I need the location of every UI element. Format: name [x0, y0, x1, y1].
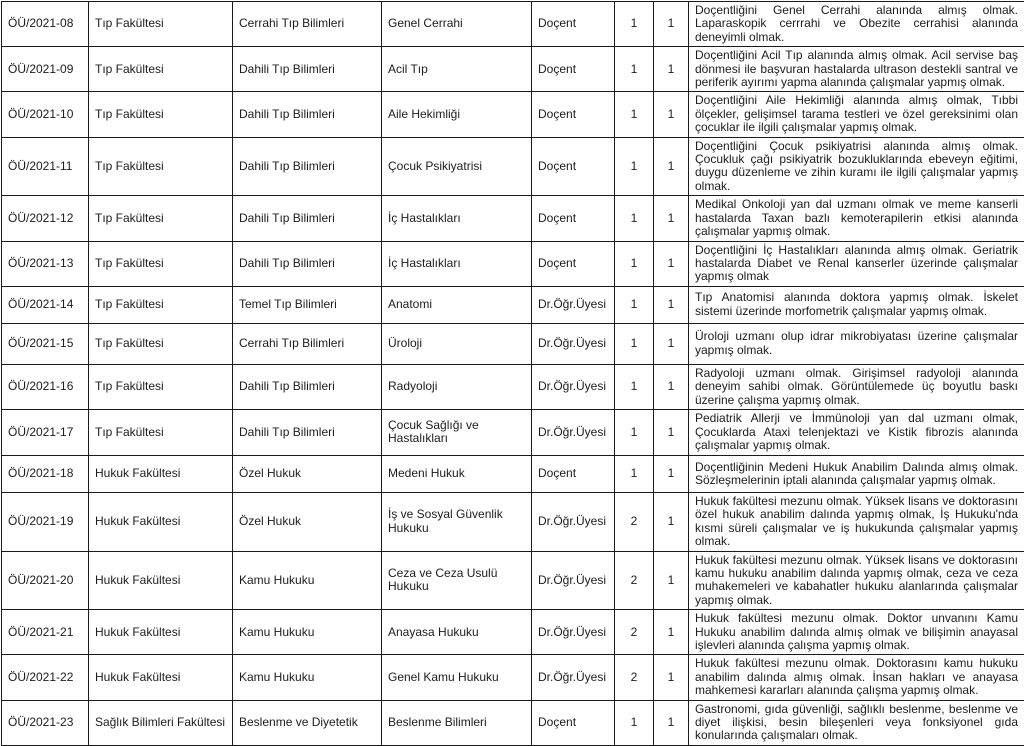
cell-field: Aile Hekimliği: [382, 92, 532, 137]
cell-department: Dahili Tıp Bilimleri: [233, 47, 382, 92]
cell-count-2: 1: [654, 610, 689, 655]
cell-count-2: 1: [654, 196, 689, 241]
table-row: [2, 196, 1024, 241]
cell-count-1: 2: [615, 655, 654, 700]
cell-academic-title: Doçent: [532, 47, 615, 92]
cell-requirements: Üroloji uzmanı olup idrar mikrobiyatası üzerine çalışmalar yapmış olmak.: [689, 323, 1024, 364]
cell-requirements: Radyoloji uzmanı olmak. Girişimsel radyoloji alanında deneyim sahibi olmak. Görüntülemede üç boyutlu baskı üzerine çalışma yapmış olmak.: [689, 364, 1024, 409]
table-row: [2, 610, 1024, 655]
cell-count-2: 1: [654, 551, 689, 610]
cell-count-1: 1: [615, 286, 654, 323]
cell-academic-title: Dr.Öğr.Üyesi: [532, 364, 615, 409]
cell-count-2: 1: [654, 323, 689, 364]
cell-announcement-code: ÖÜ/2021-23: [2, 700, 89, 745]
cell-academic-title: Doçent: [532, 92, 615, 137]
cell-field: Genel Kamu Hukuku: [382, 655, 532, 700]
cell-faculty: Tıp Fakültesi: [89, 2, 233, 47]
cell-faculty: Hukuk Fakültesi: [89, 551, 233, 610]
cell-requirements: Hukuk fakültesi mezunu olmak. Yüksek lisans ve doktorasını kamu hukuku anabilim dalında yapmış olmak, ceza ve ceza muhakemeleri ve kabahatler hukuku alanlarında çalışmalar yapmış olmak.: [689, 551, 1024, 610]
cell-department: Dahili Tıp Bilimleri: [233, 196, 382, 241]
cell-announcement-code: ÖÜ/2021-18: [2, 455, 89, 492]
cell-academic-title: Dr.Öğr.Üyesi: [532, 323, 615, 364]
cell-field: Çocuk Psikiyatrisi: [382, 137, 532, 196]
cell-announcement-code: ÖÜ/2021-16: [2, 364, 89, 409]
cell-announcement-code: ÖÜ/2021-20: [2, 551, 89, 610]
cell-count-1: 1: [615, 409, 654, 455]
cell-requirements: Hukuk fakültesi mezunu olmak. Doktor unvanını Kamu Hukuku anabilim dalında almış olmak ve bilişimin anayasal işlevleri alanında çalışma yapmış olmak.: [689, 610, 1024, 655]
cell-department: Kamu Hukuku: [233, 655, 382, 700]
cell-faculty: Tıp Fakültesi: [89, 241, 233, 286]
table-row: [2, 455, 1024, 492]
cell-faculty: Hukuk Fakültesi: [89, 655, 233, 700]
cell-requirements: Doçentliğini Çocuk psikiyatrisi alanında almış olmak. Çocukluk çağı psikiyatrik bozukluklarında ebeveyn eğitimi, duygu düzenleme ve zihin kuramı ile ilgili çalışmalar yapmış olmak.: [689, 137, 1024, 196]
cell-count-2: 1: [654, 137, 689, 196]
cell-requirements: Doçentliğinin Medeni Hukuk Anabilim Dalında almış olmak. Sözleşmelerinin iptali alanında çalışmalar yapmış olmak.: [689, 455, 1024, 492]
table-row: [2, 286, 1024, 323]
cell-count-1: 1: [615, 196, 654, 241]
cell-department: Dahili Tıp Bilimleri: [233, 92, 382, 137]
cell-academic-title: Dr.Öğr.Üyesi: [532, 551, 615, 610]
cell-faculty: Tıp Fakültesi: [89, 92, 233, 137]
cell-count-2: 1: [654, 364, 689, 409]
cell-count-1: 1: [615, 47, 654, 92]
cell-department: Kamu Hukuku: [233, 551, 382, 610]
cell-department: Cerrahi Tıp Bilimleri: [233, 2, 382, 47]
cell-requirements: Doçentliğini Genel Cerrahi alanında almış olmak. Laparaskopik cerrrahi ve Obezite cerrahisi alanında deneyimli olmak.: [689, 2, 1024, 47]
cell-count-2: 1: [654, 409, 689, 455]
cell-requirements: Hukuk fakültesi mezunu olmak. Doktorasını kamu hukuku anabilim dalında almış olmak. İnsan hakları ve anayasa mahkemesi kararları alanında çalışma yapmış olmak.: [689, 655, 1024, 700]
cell-requirements: Doçentliğini Acil Tıp alanında almış olmak. Acil servise baş dönmesi ile başvuran hastalarda ultrason destekli santral ve periferik ayırımı yapma alanında çalışmalar yapmış olmak.: [689, 47, 1024, 92]
document-page: [0, 1, 1024, 746]
cell-academic-title: Dr.Öğr.Üyesi: [532, 409, 615, 455]
cell-count-1: 2: [615, 492, 654, 551]
cell-field: Beslenme Bilimleri: [382, 700, 532, 745]
cell-department: Kamu Hukuku: [233, 610, 382, 655]
cell-field: İç Hastalıkları: [382, 196, 532, 241]
cell-faculty: Sağlık Bilimleri Fakültesi: [89, 700, 233, 745]
cell-count-1: 2: [615, 610, 654, 655]
cell-academic-title: Doçent: [532, 137, 615, 196]
cell-field: İş ve Sosyal Güvenlik Hukuku: [382, 492, 532, 551]
table-row: [2, 409, 1024, 455]
cell-faculty: Hukuk Fakültesi: [89, 610, 233, 655]
cell-count-2: 1: [654, 2, 689, 47]
cell-announcement-code: ÖÜ/2021-11: [2, 137, 89, 196]
cell-department: Dahili Tıp Bilimleri: [233, 364, 382, 409]
cell-department: Özel Hukuk: [233, 455, 382, 492]
cell-department: Beslenme ve Diyetetik: [233, 700, 382, 745]
cell-announcement-code: ÖÜ/2021-19: [2, 492, 89, 551]
cell-count-2: 1: [654, 492, 689, 551]
cell-requirements: Hukuk fakültesi mezunu olmak. Yüksek lisans ve doktorasını özel hukuk anabilim dalında yapmış olmak, İş Hukuku'nda kısmi süreli çalışmalar ve iş hukukunda çalışmalar yapmış olmak.: [689, 492, 1024, 551]
table-row: [2, 655, 1024, 700]
cell-field: Anayasa Hukuku: [382, 610, 532, 655]
cell-academic-title: Doçent: [532, 196, 615, 241]
cell-department: Özel Hukuk: [233, 492, 382, 551]
cell-academic-title: Doçent: [532, 241, 615, 286]
table-row: [2, 323, 1024, 364]
cell-count-1: 1: [615, 2, 654, 47]
cell-requirements: Tıp Anatomisi alanında doktora yapmış olmak. İskelet sistemi üzerinde morfometrik çalışmalar yapmış olmak.: [689, 286, 1024, 323]
cell-announcement-code: ÖÜ/2021-10: [2, 92, 89, 137]
cell-count-1: 1: [615, 92, 654, 137]
cell-faculty: Hukuk Fakültesi: [89, 455, 233, 492]
academic-positions-table: [1, 1, 1024, 746]
table-row: [2, 2, 1024, 47]
cell-field: Üroloji: [382, 323, 532, 364]
cell-field: Radyoloji: [382, 364, 532, 409]
table-row: [2, 551, 1024, 610]
cell-announcement-code: ÖÜ/2021-09: [2, 47, 89, 92]
cell-announcement-code: ÖÜ/2021-17: [2, 409, 89, 455]
cell-requirements: Gastronomi, gıda güvenliği, sağlıklı beslenme, beslenme ve diyet ilişkisi, besin bileşenleri veya fonksiyonel gıda konularında çalışmaları olmak.: [689, 700, 1024, 745]
cell-count-2: 1: [654, 700, 689, 745]
cell-field: Anatomi: [382, 286, 532, 323]
cell-announcement-code: ÖÜ/2021-13: [2, 241, 89, 286]
cell-count-1: 1: [615, 137, 654, 196]
table-row: [2, 92, 1024, 137]
cell-faculty: Tıp Fakültesi: [89, 409, 233, 455]
cell-requirements: Medikal Onkoloji yan dal uzmanı olmak ve meme kanserli hastalarda Taxan bazlı kemoterapilerin etkisi alanında çalışmalar yapmış olmak.: [689, 196, 1024, 241]
cell-count-1: 1: [615, 455, 654, 492]
table-row: [2, 364, 1024, 409]
cell-academic-title: Dr.Öğr.Üyesi: [532, 286, 615, 323]
cell-count-2: 1: [654, 286, 689, 323]
cell-announcement-code: ÖÜ/2021-08: [2, 2, 89, 47]
cell-count-1: 1: [615, 241, 654, 286]
cell-announcement-code: ÖÜ/2021-14: [2, 286, 89, 323]
table-row: [2, 700, 1024, 745]
cell-faculty: Tıp Fakültesi: [89, 137, 233, 196]
cell-faculty: Tıp Fakültesi: [89, 286, 233, 323]
cell-field: Ceza ve Ceza Usulü Hukuku: [382, 551, 532, 610]
cell-faculty: Hukuk Fakültesi: [89, 492, 233, 551]
cell-field: Çocuk Sağlığı ve Hastalıkları: [382, 409, 532, 455]
cell-academic-title: Doçent: [532, 700, 615, 745]
cell-faculty: Tıp Fakültesi: [89, 323, 233, 364]
cell-requirements: Doçentliğini İç Hastalıkları alanında almış olmak. Geriatrik hastalarda Diabet ve Renal kanserler üzerinde çalışmalar yapmış olmak: [689, 241, 1024, 286]
table-row: [2, 492, 1024, 551]
cell-faculty: Tıp Fakültesi: [89, 47, 233, 92]
cell-field: Medeni Hukuk: [382, 455, 532, 492]
cell-academic-title: Dr.Öğr.Üyesi: [532, 610, 615, 655]
cell-count-1: 1: [615, 323, 654, 364]
cell-count-2: 1: [654, 241, 689, 286]
cell-academic-title: Doçent: [532, 455, 615, 492]
cell-requirements: Doçentliğini Aile Hekimliği alanında almış olmak, Tıbbi ölçekler, gelişimsel tarama testleri ve özel gereksinimi olan çocuklar ile ilgili çalışmalar yapmış olmak.: [689, 92, 1024, 137]
cell-academic-title: Doçent: [532, 2, 615, 47]
cell-faculty: Tıp Fakültesi: [89, 196, 233, 241]
cell-academic-title: Dr.Öğr.Üyesi: [532, 492, 615, 551]
cell-count-2: 1: [654, 47, 689, 92]
cell-academic-title: Dr.Öğr.Üyesi: [532, 655, 615, 700]
cell-announcement-code: ÖÜ/2021-15: [2, 323, 89, 364]
cell-field: Acil Tıp: [382, 47, 532, 92]
cell-count-2: 1: [654, 92, 689, 137]
cell-department: Dahili Tıp Bilimleri: [233, 137, 382, 196]
cell-field: Genel Cerrahi: [382, 2, 532, 47]
cell-faculty: Tıp Fakültesi: [89, 364, 233, 409]
cell-department: Dahili Tıp Bilimleri: [233, 409, 382, 455]
cell-field: İç Hastalıkları: [382, 241, 532, 286]
cell-announcement-code: ÖÜ/2021-21: [2, 610, 89, 655]
cell-requirements: Pediatrik Allerji ve İmmünoloji yan dal uzmanı olmak, Çocuklarda Ataxi telenjektazi ve Kistik fibrozis alanında çalışmalar yapmış olmak.: [689, 409, 1024, 455]
cell-announcement-code: ÖÜ/2021-22: [2, 655, 89, 700]
cell-count-2: 1: [654, 455, 689, 492]
cell-department: Cerrahi Tıp Bilimleri: [233, 323, 382, 364]
cell-announcement-code: ÖÜ/2021-12: [2, 196, 89, 241]
cell-department: Dahili Tıp Bilimleri: [233, 241, 382, 286]
cell-department: Temel Tıp Bilimleri: [233, 286, 382, 323]
table-body: [2, 2, 1024, 746]
table-row: [2, 47, 1024, 92]
cell-count-1: 1: [615, 364, 654, 409]
cell-count-1: 2: [615, 551, 654, 610]
table-row: [2, 241, 1024, 286]
cell-count-1: 1: [615, 700, 654, 745]
cell-count-2: 1: [654, 655, 689, 700]
table-row: [2, 137, 1024, 196]
